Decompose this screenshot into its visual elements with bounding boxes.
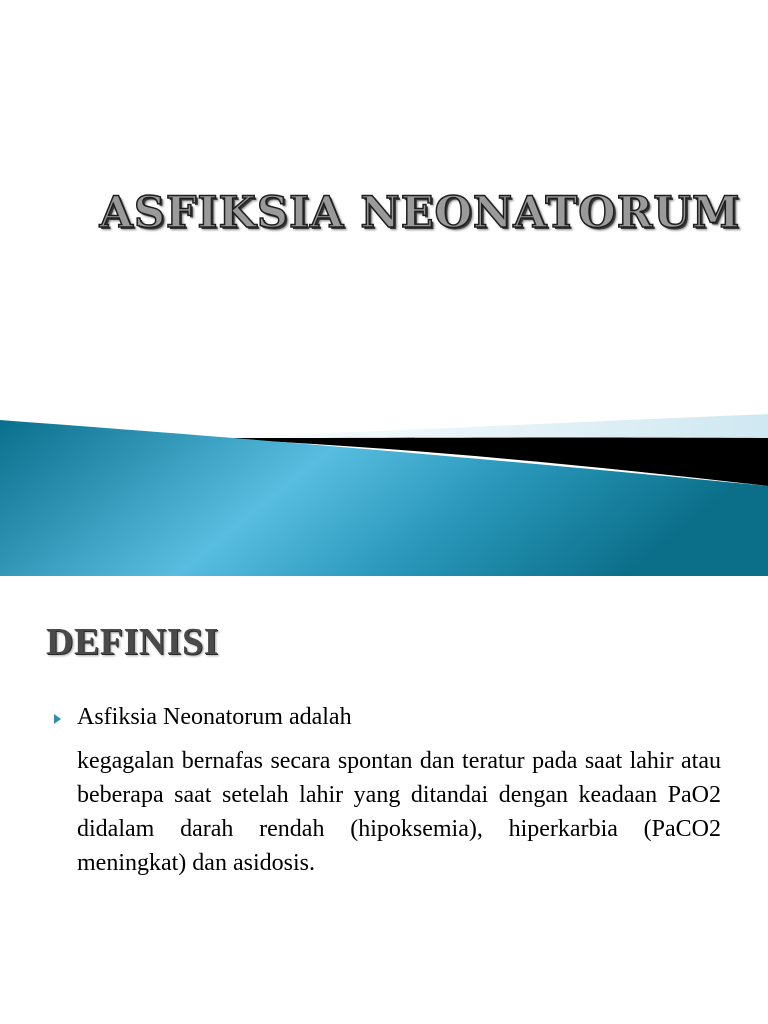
slide-title: ASFIKSIA NEONATORUM — [99, 188, 741, 238]
triangle-right-icon — [54, 714, 61, 724]
wave-light-band — [200, 414, 768, 439]
definition-slide — [0, 576, 768, 1024]
bullet-item — [54, 704, 352, 731]
bullet-text: Asfiksia Neonatorum adalah — [77, 704, 352, 730]
definition-body: kegagalan bernafas secara spontan dan teratur pada saat lahir atau beberapa saat setelah lahir yang ditandai dengan keadaan PaO2 didalam darah rendah (hipoksemia), hiperkarbia (PaCO2 meningkat) dan asidosis. — [77, 748, 721, 876]
definition-heading: DEFINISI — [46, 621, 219, 663]
